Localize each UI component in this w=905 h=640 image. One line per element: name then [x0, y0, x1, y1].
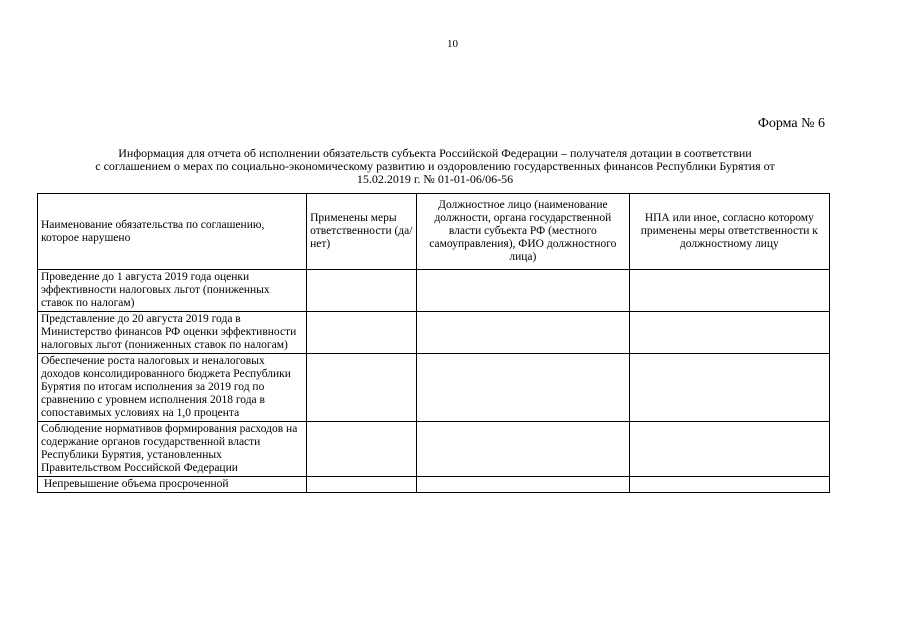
measures-cell	[307, 270, 417, 312]
table-row	[38, 312, 830, 354]
table-row	[38, 477, 830, 493]
obligations-table	[37, 193, 830, 493]
official-cell	[417, 477, 630, 493]
measures-cell	[307, 312, 417, 354]
obligation-cell: Непревышение объема просроченной	[38, 477, 307, 493]
table-row	[38, 354, 830, 422]
table-row	[38, 270, 830, 312]
obligation-cell: Соблюдение нормативов формирования расходов на содержание органов государственной власти Республики Бурятия, установленных Правительством Российской Федерации	[38, 422, 307, 477]
title-line: Информация для отчета об исполнении обязательств субъекта Российской Федерации – получателя дотации в соответствии	[118, 146, 752, 160]
obligation-cell: Обеспечение роста налоговых и неналоговых доходов консолидированного бюджета Республики Бурятия по итогам исполнения за 2019 год по сравнению с уровнем исполнения 2018 года в сопоставимых условиях на 1,0 процента	[38, 354, 307, 422]
legal-act-cell	[629, 422, 829, 477]
official-cell	[417, 270, 630, 312]
legal-act-cell	[629, 312, 829, 354]
legal-act-cell	[629, 477, 829, 493]
measures-cell	[307, 354, 417, 422]
legal-act-cell	[629, 354, 829, 422]
page-number: 10	[447, 38, 458, 50]
header-obligation: Наименование обязательства по соглашению, которое нарушено	[38, 194, 307, 270]
document-title	[40, 147, 830, 186]
table-header-row	[38, 194, 830, 270]
measures-cell	[307, 422, 417, 477]
header-measures-applied: Применены меры ответственности (да/нет)	[307, 194, 417, 270]
legal-act-cell	[629, 270, 829, 312]
title-line: 15.02.2019 г. № 01-01-06/06-56	[356, 172, 514, 186]
official-cell	[417, 354, 630, 422]
header-legal-act: НПА или иное, согласно которому применены меры ответственности к должностному лицу	[629, 194, 829, 270]
obligation-cell: Проведение до 1 августа 2019 года оценки эффективности налоговых льгот (пониженных ставок по налогам)	[38, 270, 307, 312]
form-label: Форма № 6	[757, 116, 825, 131]
title-line: с соглашением о мерах по социально-экономическому развитию и оздоровлению государственных финансов Республики Бурятия от	[95, 159, 775, 173]
header-official: Должностное лицо (наименование должности, органа государственной власти субъекта РФ (местного самоуправления), ФИО должностного лица)	[417, 194, 630, 270]
official-cell	[417, 312, 630, 354]
table-row	[38, 422, 830, 477]
obligation-cell: Представление до 20 августа 2019 года в Министерство финансов РФ оценки эффективности налоговых льгот (пониженных ставок по налогам)	[38, 312, 307, 354]
measures-cell	[307, 477, 417, 493]
official-cell	[417, 422, 630, 477]
